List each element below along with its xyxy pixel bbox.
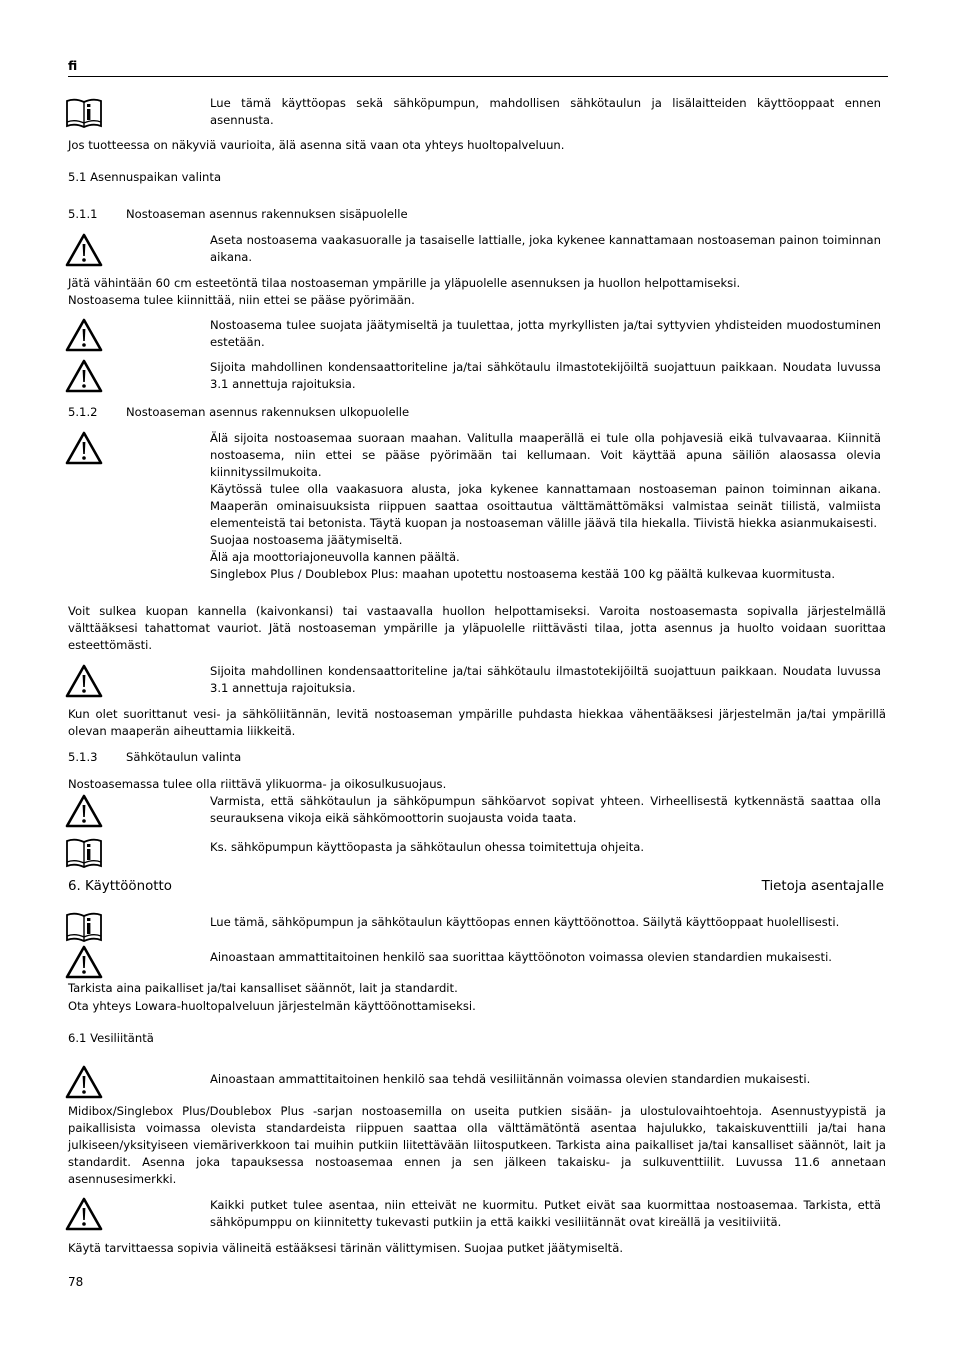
header-rule (68, 76, 888, 77)
subsection-title: Nostoaseman asennus rakennuksen ulkopuolelle (126, 405, 410, 419)
warning-note: Varmista, että sähkötaulun ja sähköpumpun sähköarvot sopivat yhteen. Virheellisestä kytkennästä saattaa olla seurauksena vikoja eikä sähkömoottorin suojausta voida taata. (210, 794, 881, 825)
warning-line: Suojaa nostoasema jäätymiseltä. (210, 533, 403, 547)
paragraph: Voit sulkea kuopan kannella (kaivonkansi) tai vastaavalla huollon helpottamiseksi. Varoita nostoasemasta sopivalla järjestelmällä välttääksesi tahattomat vauriot. Jätä nostoaseman ympärille ja yläpuolelle riittävästi tilaa, jotta asennus ja huolto voidaan suorittaa esteettömästi. (68, 604, 886, 652)
subsection-heading (68, 404, 409, 421)
chapter-audience: Tietoja asentajalle (761, 879, 884, 894)
paragraph: Käytä tarvittaessa sopivia välineitä estääksesi tärinän välittymisen. Suojaa putket jäätymiseltä. (68, 1241, 623, 1255)
warning-triangle-icon (64, 663, 104, 699)
chapter-heading (68, 878, 884, 895)
paragraph: Kun olet suorittanut vesi- ja sähköliitännän, levitä nostoaseman ympärille puhdasta hiekkaa vähentääksesi järjestelmän ja/tai ympärillä olevan maaperän aiheuttamia liikkeitä. (68, 707, 886, 738)
manual-book-icon (64, 909, 104, 945)
chapter-title: 6. Käyttöönotto (68, 879, 172, 894)
subsection-heading (68, 749, 241, 766)
warning-triangle-icon (64, 430, 104, 466)
info-note: Lue tämä käyttöopas sekä sähköpumpun, mahdollisen sähkötaulun ja lisälaitteiden käyttöoppaat ennen asennusta. (210, 96, 881, 127)
warning-triangle-icon (64, 232, 104, 268)
warning-triangle-icon (64, 1064, 104, 1100)
warning-triangle-icon (64, 317, 104, 353)
paragraph: Jätä vähintään 60 cm esteetöntä tilaa nostoaseman ympärille ja yläpuolelle asennuksen ja huollon helpottamiseksi. (68, 276, 741, 290)
warning-line: Älä sijoita nostoasemaa suoraan maahan. Valitulla maaperällä ei tule olla pohjavesiä eikä tulvavaaraa. Kiinnitä nostoasema, niin ettei se pääse pyörimään tai kellumaan. Voit käyttää apuna säiliön alaosassa olevia kiinnityssilmukoita. (210, 431, 881, 479)
language-code: fi (68, 58, 78, 73)
warning-note: Ainoastaan ammattitaitoinen henkilö saa suorittaa käyttöönoton voimassa olevien standardien mukaisesti. (210, 950, 832, 964)
subsection-number: 5.1.2 (68, 405, 98, 419)
paragraph: Nostoasemassa tulee olla riittävä ylikuorma- ja oikosulkusuojaus. (68, 777, 447, 791)
warning-note: Ainoastaan ammattitaitoinen henkilö saa tehdä vesiliitännän voimassa olevien standardien mukaisesti. (210, 1072, 811, 1086)
paragraph: Midibox/Singlebox Plus/Doublebox Plus -sarjan nostoasemilla on useita putkien sisään- ja ulostulovaihtoehtoja. Asennustyypistä ja paikallisista voimassa olevista standardeista riippuen saattaa olla välttämätöntä asentaa hajulukko, takaiskuventtiili ja/tai hana julkiseen/yksityiseen viemäriverkkoon tai muihin putkiin liitettävään liitosputkeen. Tarkista aina paikalliset ja/tai kansalliset säännöt, lait ja standardit. Asenna joka tapauksessa nostoasemaa ennen ja sen jälkeen takaisku- ja sulkuventtiilit. Luvussa 11.6 annetaan asennusesimerkki. (68, 1104, 886, 1186)
section-heading: 6.1 Vesiliitäntä (68, 1031, 154, 1045)
subsection-title: Nostoaseman asennus rakennuksen sisäpuolelle (126, 207, 408, 221)
page-number: 78 (68, 1275, 84, 1289)
subsection-number: 5.1.1 (68, 207, 98, 221)
manual-book-icon (64, 835, 104, 871)
section-heading: 5.1 Asennuspaikan valinta (68, 170, 222, 184)
warning-note: Aseta nostoasema vaakasuoralle ja tasaiselle lattialle, joka kykenee kannattamaan nostoaseman painon toiminnan aikana. (210, 233, 881, 264)
warning-triangle-icon (64, 358, 104, 394)
subsection-number: 5.1.3 (68, 750, 98, 764)
subsection-title: Sähkötaulun valinta (126, 750, 242, 764)
warning-note: Sijoita mahdollinen kondensaattoriteline ja/tai sähkötaulu ilmastotekijöiltä suojattuun paikkaan. Noudata luvussa 3.1 annettuja rajoituksia. (210, 360, 881, 391)
info-note: Ks. sähköpumpun käyttöopasta ja sähkötaulun ohessa toimitettuja ohjeita. (210, 840, 645, 854)
warning-triangle-icon (64, 1196, 104, 1232)
warning-triangle-icon (64, 793, 104, 829)
warning-line: Älä aja moottoriajoneuvolla kannen päältä. (210, 550, 460, 564)
warning-triangle-icon (64, 944, 104, 980)
paragraph: Ota yhteys Lowara-huoltopalveluun järjestelmän käyttöönottamiseksi. (68, 999, 476, 1013)
manual-book-icon (64, 95, 104, 131)
subsection-heading (68, 206, 408, 223)
info-note: Lue tämä, sähköpumpun ja sähkötaulun käyttöopas ennen käyttöönottoa. Säilytä käyttöoppaat huolellisesti. (210, 915, 840, 929)
warning-note: Kaikki putket tulee asentaa, niin etteivät ne kuormitu. Putket eivät saa kuormittaa nostoasemaa. Tarkista, että sähköpumppu on kiinnitetty tukevasti putkiin ja että kaikki vesiliitännät ovat kireällä ja vesitiiviitä. (210, 1198, 881, 1229)
paragraph: Tarkista aina paikalliset ja/tai kansalliset säännöt, lait ja standardit. (68, 981, 458, 995)
warning-note: Nostoasema tulee suojata jäätymiseltä ja tuulettaa, jotta myrkyllisten ja/tai syttyvien yhdisteiden muodostuminen estetään. (210, 318, 881, 349)
paragraph: Jos tuotteessa on näkyviä vaurioita, älä asenna sitä vaan ota yhteys huoltopalveluun. (68, 138, 565, 152)
warning-note (210, 430, 881, 583)
paragraph: Nostoasema tulee kiinnittää, niin ettei se pääse pyörimään. (68, 293, 415, 307)
warning-line: Singlebox Plus / Doublebox Plus: maahan upotettu nostoasema kestää 100 kg päältä kulkevaa kuormitusta. (210, 567, 836, 581)
warning-note: Sijoita mahdollinen kondensaattoriteline ja/tai sähkötaulu ilmastotekijöiltä suojattuun paikkaan. Noudata luvussa 3.1 annettuja rajoituksia. (210, 664, 881, 695)
warning-line: Käytössä tulee olla vaakasuora alusta, joka kykenee kannattamaan nostoaseman painon toiminnan aikana. Maaperän ominaisuuksista riippuen saattaa osoittautua välttämättömäksi valmistaa seinät tiilistä, valmiista elementeistä tai betonista. Täytä kuopan ja nostoaseman välille jäävä tila hiekalla. Tiivistä hiekka asianmukaisesti. (210, 482, 881, 530)
